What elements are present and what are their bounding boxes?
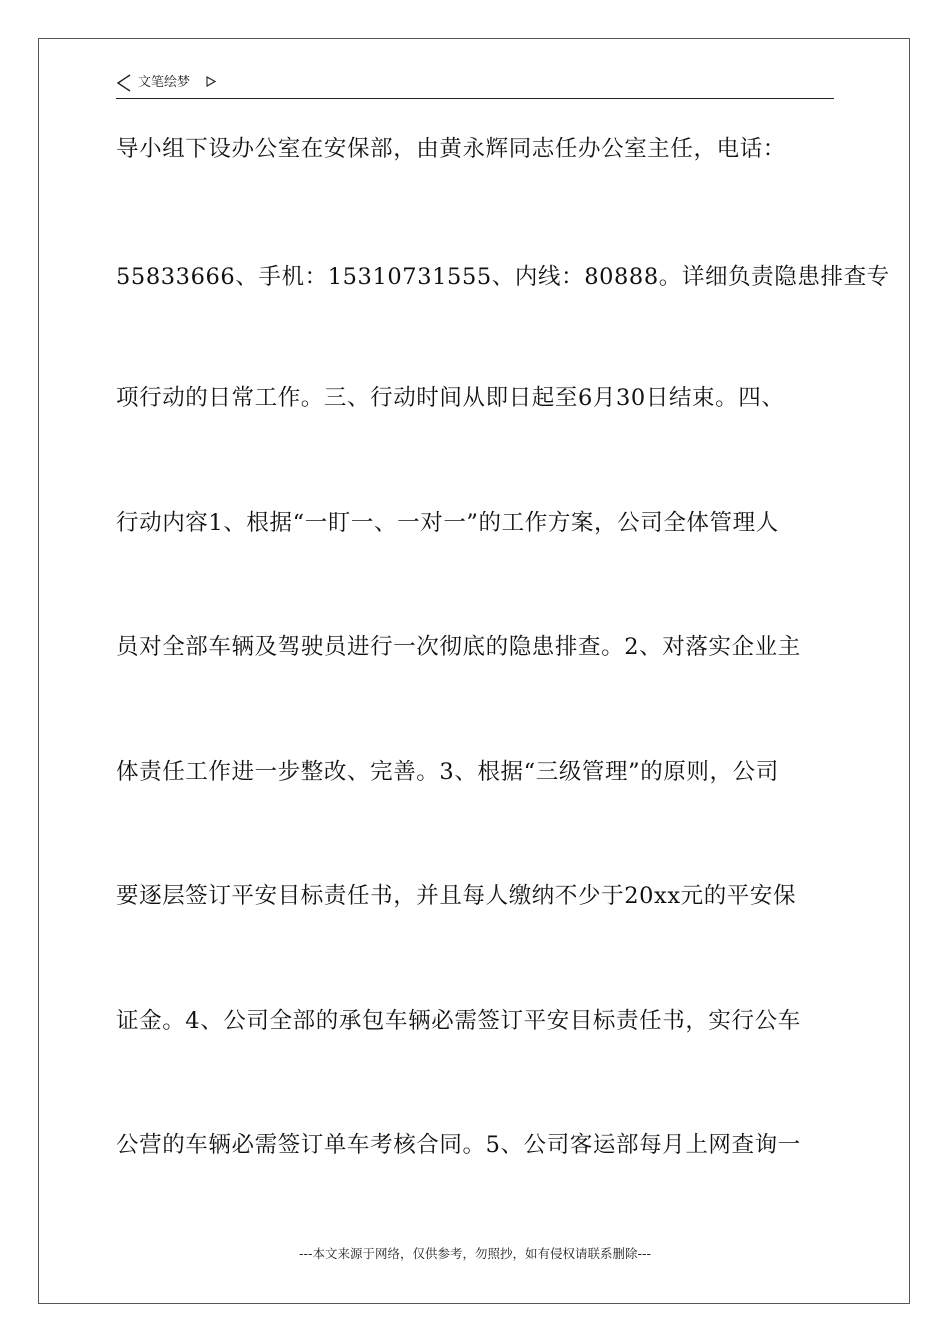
body-text-line-3: 项行动的日常工作。三、行动时间从即日起至6月30日结束。四、 bbox=[116, 385, 785, 411]
footer-notice: ---本文来源于网络，仅供参考，勿照抄，如有侵权请联系删除--- bbox=[298, 1246, 652, 1261]
triangle-right-icon bbox=[206, 76, 216, 87]
triangle-left-icon bbox=[116, 74, 132, 92]
header-title: 文笔绘梦 bbox=[138, 75, 191, 90]
page-header bbox=[116, 72, 834, 99]
body-text-line-5: 员对全部车辆及驾驶员进行一次彻底的隐患排查。2、对落实企业主 bbox=[116, 634, 801, 660]
body-text-line-7: 要逐层签订平安目标责任书，并且每人缴纳不少于20xx元的平安保 bbox=[116, 883, 797, 909]
body-text-line-1: 导小组下设办公室在安保部，由黄永辉同志任办公室主任，电话： bbox=[116, 136, 786, 162]
body-text-line-6: 体责任工作进一步整改、完善。3、根据“三级管理”的原则，公司 bbox=[116, 759, 779, 785]
body-text-line-8: 证金。4、公司全部的承包车辆必需签订平安目标责任书，实行公车 bbox=[116, 1008, 801, 1034]
body-text-line-9: 公营的车辆必需签订单车考核合同。5、公司客运部每月上网查询一 bbox=[116, 1132, 801, 1158]
page-border bbox=[38, 38, 910, 1304]
body-text-line-4: 行动内容1、根据“一盯一、一对一”的工作方案，公司全体管理人 bbox=[116, 510, 779, 536]
body-text-line-2: 55833666、手机：15310731555、内线：80888。详细负责隐患排查专 bbox=[116, 264, 890, 290]
